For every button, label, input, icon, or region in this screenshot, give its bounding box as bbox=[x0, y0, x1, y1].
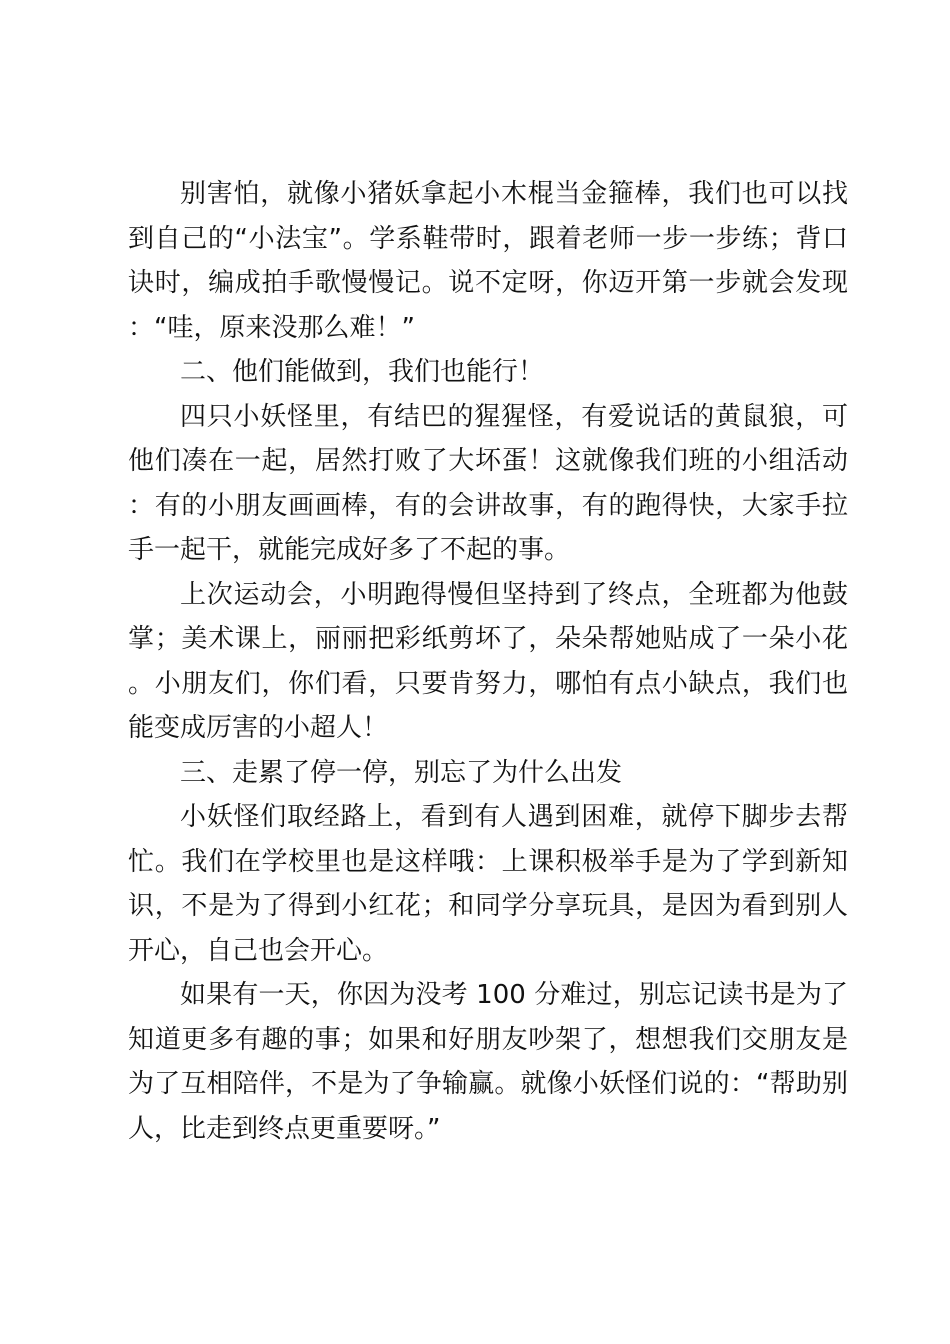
paragraph-helping-others: 小妖怪们取经路上，看到有人遇到困难，就停下脚步去帮忙。我们在学校里也是这样哦：上课积极举手是为了学到新知识，不是为了得到小红花；和同学分享玩具，是因为看到别人开心，自己也会开心。 bbox=[128, 802, 848, 966]
paragraph-teamwork: 四只小妖怪里，有结巴的猩猩怪，有爱说话的黄鼠狼，可他们凑在一起，居然打败了大坏蛋！这就像我们班的小组活动：有的小朋友画画棒，有的会讲故事，有的跑得快，大家手拉手一起干，就能完成好多了不起的事。 bbox=[128, 401, 848, 565]
paragraph-courage: 别害怕，就像小猪妖拿起小木棍当金箍棒，我们也可以找到自己的“小法宝”。学系鞋带时，跟着老师一步一步练；背口诀时，编成拍手歌慢慢记。说不定呀，你迈开第一步就会发现：“哇，原来没那么难！” bbox=[128, 179, 848, 343]
paragraph-sports-day: 上次运动会，小明跑得慢但坚持到了终点，全班都为他鼓掌；美术课上，丽丽把彩纸剪坏了，朵朵帮她贴成了一朵小花。小朋友们，你们看，只要肯努力，哪怕有点小缺点，我们也能变成厉害的小超人！ bbox=[128, 579, 848, 743]
section-heading-two: 二、他们能做到，我们也能行！ bbox=[180, 357, 545, 387]
section-heading-three: 三、走累了停一停，别忘了为什么出发 bbox=[180, 757, 623, 788]
document-page bbox=[128, 172, 848, 1151]
paragraph-why-we-start: 如果有一天，你因为没考 100 分难过，别忘记读书是为了知道更多有趣的事；如果和好朋友吵架了，想想我们交朋友是为了互相陪伴，不是为了争输赢。就像小妖怪们说的：“帮助别人，比走到终点更重要呀。” bbox=[128, 980, 848, 1144]
